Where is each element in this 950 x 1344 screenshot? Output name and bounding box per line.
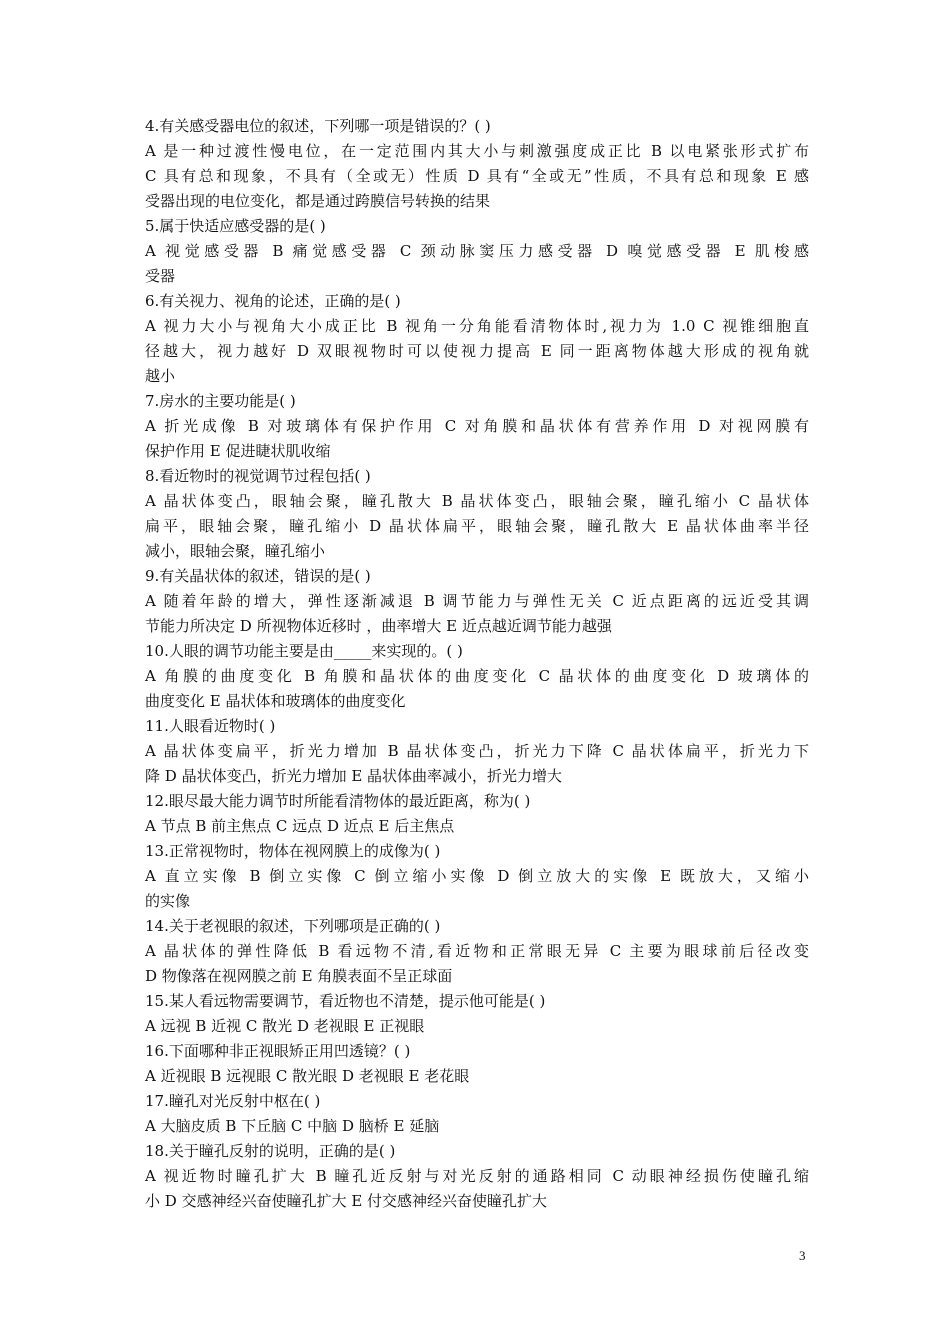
- text-line: 降 D 晶状体变凸，折光力增加 E 晶状体曲率减小，折光力增大: [145, 767, 563, 785]
- text-line: 14.关于老视眼的叙述，下列哪项是正确的( ): [145, 917, 441, 935]
- text-line: A 近视眼 B 远视眼 C 散光眼 D 老视眼 E 老花眼: [145, 1067, 470, 1085]
- text-line: 曲度变化 E 晶状体和玻璃体的曲度变化: [145, 692, 406, 710]
- text-line: 8.看近物时的视觉调节过程包括( ): [145, 467, 371, 485]
- text-line: 扁平，眼轴会聚，瞳孔缩小 D 晶状体扁平，眼轴会聚，瞳孔散大 E 晶状体曲率半径: [145, 517, 809, 535]
- text-line: A 视近物时瞳孔扩大 B 瞳孔近反射与对光反射的通路相同 C 动眼神经损伤使瞳孔缩: [145, 1167, 809, 1185]
- text-line: 7.房水的主要功能是( ): [145, 392, 296, 410]
- text-line: 16.下面哪种非正视眼矫正用凹透镜？( ): [145, 1042, 411, 1060]
- text-line: 9.有关晶状体的叙述，错误的是( ): [145, 567, 371, 585]
- text-line: 12.眼尽最大能力调节时所能看清物体的最近距离，称为( ): [145, 792, 531, 810]
- text-line: 4.有关感受器电位的叙述，下列哪一项是错误的？( ): [145, 117, 491, 135]
- text-line: 15.某人看远物需要调节，看近物也不清楚，提示他可能是( ): [145, 992, 546, 1010]
- text-line: 受器出现的电位变化，都是通过跨膜信号转换的结果: [145, 192, 491, 210]
- text-line: D 物像落在视网膜之前 E 角膜表面不呈正球面: [145, 967, 453, 985]
- text-line: 的实像: [145, 892, 191, 910]
- text-line: A 晶状体的弹性降低 B 看远物不清,看近物和正常眼无异 C 主要为眼球前后径改变: [145, 942, 809, 960]
- document-body: [145, 114, 809, 1214]
- text-line: A 视觉感受器 B 痛觉感受器 C 颈动脉窦压力感受器 D 嗅觉感受器 E 肌梭感: [145, 242, 809, 260]
- text-line: 越小: [145, 367, 176, 385]
- text-line: A 角膜的曲度变化 B 角膜和晶状体的曲度变化 C 晶状体的曲度变化 D 玻璃体的: [145, 667, 809, 685]
- text-line: A 晶状体变凸，眼轴会聚，瞳孔散大 B 晶状体变凸，眼轴会聚，瞳孔缩小 C 晶状体: [145, 492, 809, 510]
- text-line: 径越大，视力越好 D 双眼视物时可以使视力提高 E 同一距离物体越大形成的视角就: [145, 342, 809, 360]
- text-line: 5.属于快适应感受器的是( ): [145, 217, 326, 235]
- text-line: C 具有总和现象，不具有（全或无）性质 D 具有“全或无”性质，不具有总和现象 E 感: [145, 167, 809, 185]
- text-line: 保护作用 E 促进睫状肌收缩: [145, 442, 331, 460]
- text-line: A 随着年龄的增大，弹性逐渐减退 B 调节能力与弹性无关 C 近点距离的远近受其调: [145, 592, 809, 610]
- text-line: A 视力大小与视角大小成正比 B 视角一分角能看清物体时,视力为 1.0 C 视锥细胞直: [145, 317, 809, 335]
- text-line: 11.人眼看近物时( ): [145, 717, 276, 735]
- text-line: A 大脑皮质 B 下丘脑 C 中脑 D 脑桥 E 延脑: [145, 1117, 440, 1135]
- text-line: 17.瞳孔对光反射中枢在( ): [145, 1092, 321, 1110]
- text-line: 13.正常视物时，物体在视网膜上的成像为( ): [145, 842, 441, 860]
- text-line: 受器: [145, 267, 176, 285]
- text-line: A 节点 B 前主焦点 C 远点 D 近点 E 后主焦点: [145, 817, 455, 835]
- text-line: 小 D 交感神经兴奋使瞳孔扩大 E 付交感神经兴奋使瞳孔扩大: [145, 1192, 548, 1210]
- text-line: 节能力所决定 D 所视物体近移时 ，曲率增大 E 近点越近调节能力越强: [145, 617, 612, 635]
- text-line: A 直立实像 B 倒立实像 C 倒立缩小实像 D 倒立放大的实像 E 既放大，又缩小: [145, 867, 809, 885]
- text-line: 6.有关视力、视角的论述，正确的是( ): [145, 292, 401, 310]
- text-line: A 是一种过渡性慢电位，在一定范围内其大小与刺激强度成正比 B 以电紧张形式扩布: [145, 142, 809, 160]
- text-line: A 折光成像 B 对玻璃体有保护作用 C 对角膜和晶状体有营养作用 D 对视网膜有: [145, 417, 809, 435]
- text-line: 18.关于瞳孔反射的说明，正确的是( ): [145, 1142, 396, 1160]
- text-line: 减小，眼轴会聚，瞳孔缩小: [145, 542, 326, 560]
- text-line: A 远视 B 近视 C 散光 D 老视眼 E 正视眼: [145, 1017, 425, 1035]
- text-line: A 晶状体变扁平，折光力增加 B 晶状体变凸，折光力下降 C 晶状体扁平，折光力下: [145, 742, 809, 760]
- page-number: 3: [799, 1248, 806, 1263]
- text-line: 10.人眼的调节功能主要是由_____来实现的。( ): [145, 642, 463, 660]
